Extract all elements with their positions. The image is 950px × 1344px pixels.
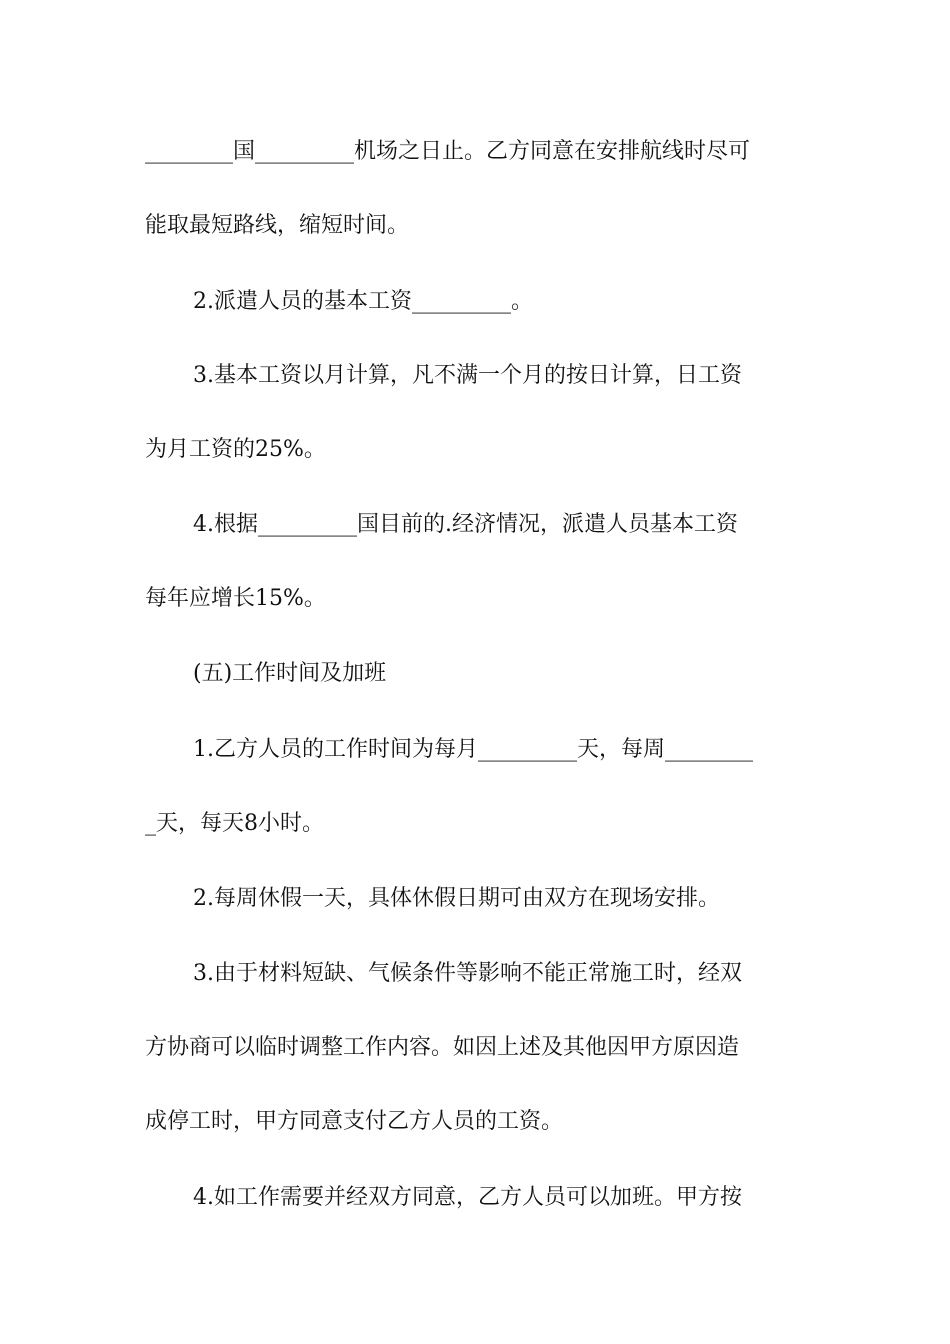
text-line: 2.派遣人员的基本工资_________。 xyxy=(193,289,533,314)
text-line: 4.如工作需要并经双方同意，乙方人员可以加班。甲方按 xyxy=(193,1185,742,1210)
text-line: 4.根据_________国目前的.经济情况，派遣人员基本工资 xyxy=(193,512,738,537)
text-line: 2.每周休假一天，具体休假日期可由双方在现场安排。 xyxy=(193,886,720,911)
text-line: ________国_________机场之日止。乙方同意在安排航线时尽可 xyxy=(145,139,751,164)
text-line: 1.乙方人员的工作时间为每月_________天，每周________ xyxy=(193,737,753,762)
text-line: _天，每天8小时。 xyxy=(145,811,324,836)
section-heading: (五)工作时间及加班 xyxy=(193,661,387,686)
text-line: 3.由于材料短缺、气候条件等影响不能正常施工时，经双 xyxy=(193,961,742,986)
text-line: 成停工时，甲方同意支付乙方人员的工资。 xyxy=(145,1109,564,1134)
text-line: 能取最短路线，缩短时间。 xyxy=(145,213,410,238)
text-line: 方协商可以临时调整工作内容。如因上述及其他因甲方原因造 xyxy=(145,1035,740,1060)
text-line: 每年应增长15%。 xyxy=(145,586,326,611)
text-line: 3.基本工资以月计算，凡不满一个月的按日计算，日工资 xyxy=(193,363,742,388)
text-line: 为月工资的25%。 xyxy=(145,437,326,462)
